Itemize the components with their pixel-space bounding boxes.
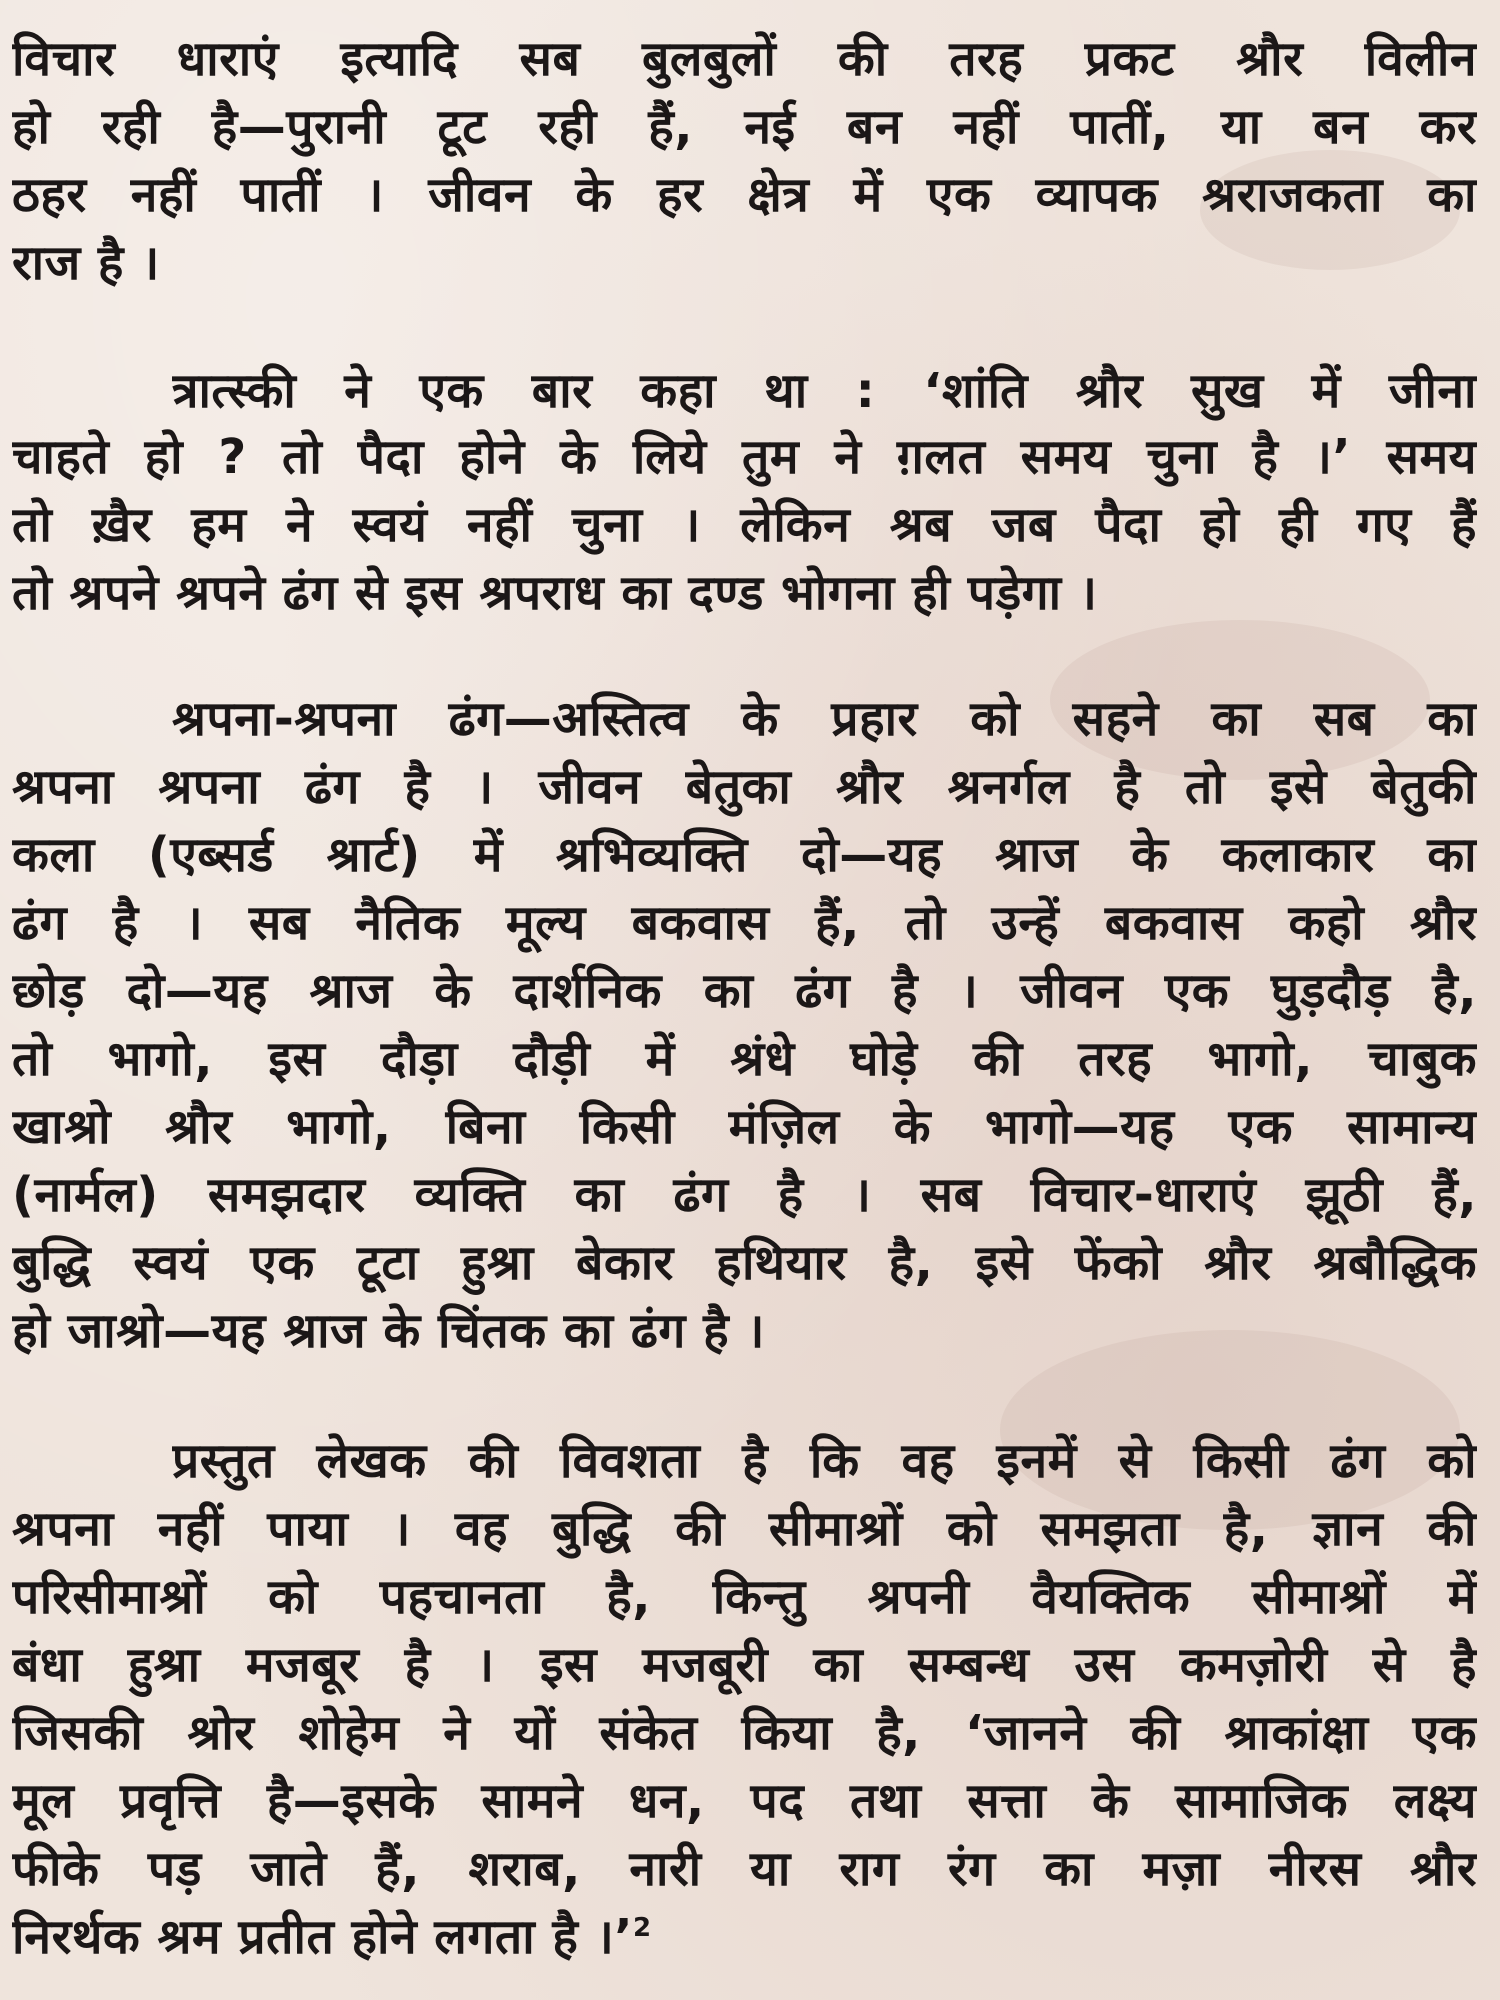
text-line: परिसीमाश्रों को पहचानता है, किन्तु श्रपनी वैयक्तिक सीमाश्रों में xyxy=(12,1569,1477,1625)
text-line: प्रस्तुत लेखक की विवशता है कि वह इनमें से किसी ढंग को xyxy=(172,1433,1477,1489)
footnote-marker: 2 xyxy=(633,1913,652,1943)
text-line: श्रपना-श्रपना ढंग—अस्तित्व के प्रहार को सहने का सब का xyxy=(172,691,1477,747)
text-line: चाहते हो ? तो पैदा होने के लिये तुम ने ग़लत समय चुना है ।’ समय xyxy=(12,429,1477,485)
text-line: ढंग है । सब नैतिक मूल्य बकवास हैं, तो उन्हें बकवास कहो श्रौर xyxy=(12,895,1477,951)
text-line: खाश्रो श्रौर भागो, बिना किसी मंज़िल के भागो—यह एक सामान्य xyxy=(12,1099,1477,1155)
text-line: बुद्धि स्वयं एक टूटा हुश्रा बेकार हथियार है, इसे फेंको श्रौर श्रबौद्धिक xyxy=(12,1235,1477,1291)
text-line: जिसकी श्रोर शोहेम ने यों संकेत किया है, ‘जानने की श्राकांक्षा एक xyxy=(12,1705,1477,1761)
text-line: तो ख़ैर हम ने स्वयं नहीं चुना । लेकिन श्रब जब पैदा हो ही गए हैं xyxy=(12,497,1477,553)
text-line: श्रपना नहीं पाया । वह बुद्धि की सीमाश्रों को समझता है, ज्ञान की xyxy=(12,1501,1477,1557)
text-line: तो श्रपने श्रपने ढंग से इस श्रपराध का दण्ड भोगना ही पड़ेगा । xyxy=(12,565,1098,621)
text-line: ठहर नहीं पातीं । जीवन के हर क्षेत्र में एक व्यापक श्रराजकता का xyxy=(12,167,1477,223)
text-line: छोड़ दो—यह श्राज के दार्शनिक का ढंग है । जीवन एक घुड़दौड़ है, xyxy=(12,963,1477,1019)
text-line: मूल प्रवृत्ति है—इसके सामने धन, पद तथा सत्ता के सामाजिक लक्ष्य xyxy=(12,1773,1477,1829)
text-line: त्रात्स्की ने एक बार कहा था : ‘शांति श्रौर सुख में जीना xyxy=(172,363,1477,419)
text-line: बंधा हुश्रा मजबूर है । इस मजबूरी का सम्बन्ध उस कमज़ोरी से है xyxy=(12,1637,1477,1693)
text-line: निरर्थक श्रम प्रतीत होने लगता है ।’ xyxy=(12,1909,633,1965)
text-line: राज है । xyxy=(12,235,160,291)
text-line: फीके पड़ जाते हैं, शराब, नारी या राग रंग का मज़ा नीरस श्रौर xyxy=(12,1841,1477,1897)
text-line: हो रही है—पुरानी टूट रही हैं, नई बन नहीं पातीं, या बन कर xyxy=(12,99,1477,155)
text-line: (नार्मल) समझदार व्यक्ति का ढंग है । सब विचार-धाराएं झूठी हैं, xyxy=(12,1167,1477,1223)
last-text-line xyxy=(12,1902,1477,1972)
text-line: विचार धाराएं इत्यादि सब बुलबुलों की तरह प्रकट श्रौर विलीन xyxy=(12,31,1477,87)
text-line: हो जाश्रो—यह श्राज के चिंतक का ढंग है । xyxy=(12,1303,765,1359)
text-line: कला (एब्सर्ड श्रार्ट) में श्रभिव्यक्ति दो—यह श्राज के कलाकार का xyxy=(12,827,1477,883)
text-line: श्रपना श्रपना ढंग है । जीवन बेतुका श्रौर श्रनर्गल है तो इसे बेतुकी xyxy=(12,759,1477,815)
text-line: तो भागो, इस दौड़ा दौड़ी में श्रंधे घोड़े की तरह भागो, चाबुक xyxy=(12,1031,1477,1087)
